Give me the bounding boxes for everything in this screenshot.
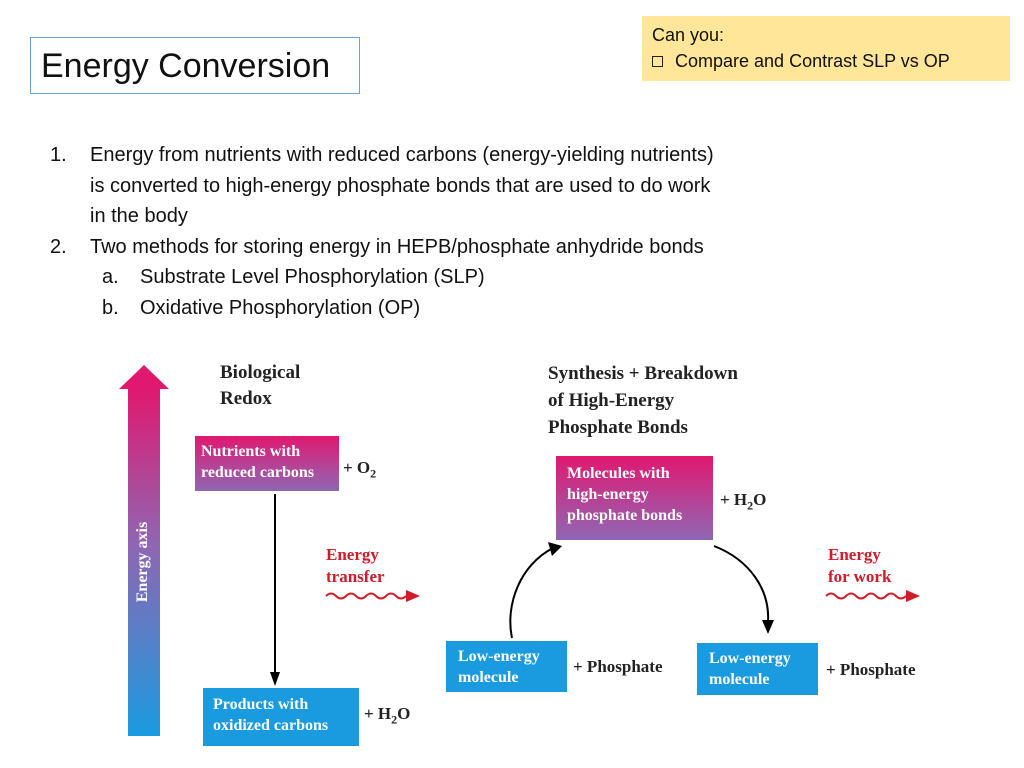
box-line: molecule <box>458 669 519 686</box>
label-line: transfer <box>326 567 385 586</box>
o2-subscript: 2 <box>370 466 377 481</box>
synthesis-heading <box>548 360 738 441</box>
heading-line: Redox <box>220 388 272 409</box>
plus-h2o-text: + H <box>364 704 392 723</box>
plus-phosphate-left: + Phosphate <box>573 657 663 676</box>
box-line: Nutrients with <box>201 443 301 460</box>
sublist-text: Oxidative Phosphorylation (OP) <box>140 296 421 319</box>
can-you-heading: Can you: <box>652 25 725 45</box>
box-line: high-energy <box>567 486 649 503</box>
plus-o2-label <box>343 458 376 481</box>
list-line: is converted to high-energy phosphate bonds that are used to do work <box>90 174 711 197</box>
heading-line: Synthesis + Breakdown <box>548 363 738 384</box>
heading-line: Phosphate Bonds <box>548 417 688 438</box>
energy-for-work-label <box>828 544 891 588</box>
breakdown-curved-arrow <box>714 546 774 634</box>
box-line: Low-energy <box>709 650 791 667</box>
sublist-text: Substrate Level Phosphorylation (SLP) <box>140 266 485 288</box>
box-line: reduced carbons <box>201 464 315 481</box>
label-line: Energy <box>828 545 881 564</box>
plus-o2-text: + O <box>343 458 371 477</box>
synthesis-curved-arrow <box>510 542 562 638</box>
plus-h2o-right-label <box>720 490 766 513</box>
box-line: Low-energy <box>458 648 540 665</box>
energy-transfer-wave-arrow <box>326 590 420 602</box>
list-line: Energy from nutrients with reduced carbons (energy-yielding nutrients) <box>90 144 714 166</box>
list-line: Two methods for storing energy in HEPB/phosphate anhydride bonds <box>90 235 704 258</box>
label-line: Energy <box>326 545 379 564</box>
box-line: phosphate bonds <box>567 507 683 524</box>
nutrients-box <box>195 436 339 491</box>
heading-line: of High-Energy <box>548 390 675 411</box>
h2o-o-text: O <box>397 704 411 723</box>
sublist-letter: b. <box>102 296 119 319</box>
redox-down-arrow <box>270 494 280 686</box>
low-energy-molecule-box-left <box>446 641 567 692</box>
plus-h2o-label <box>364 704 410 727</box>
box-line: molecule <box>709 671 770 688</box>
sublist-letter: a. <box>102 266 119 288</box>
h2o-subscript: 2 <box>747 498 754 513</box>
label-line: for work <box>828 567 892 586</box>
heading-line: Biological <box>220 362 301 383</box>
slide-title: Energy Conversion <box>30 37 360 94</box>
products-box <box>203 688 359 746</box>
box-line: Products with <box>213 696 309 713</box>
list-number: 2. <box>50 235 67 258</box>
low-energy-molecule-box-right <box>697 643 818 695</box>
list-number: 1. <box>50 144 67 166</box>
bio-redox-heading <box>220 360 300 412</box>
h2o-subscript: 2 <box>391 712 398 727</box>
hepb-molecules-box <box>556 456 713 540</box>
energy-axis-label: Energy axis <box>134 521 151 603</box>
energy-transfer-label <box>326 544 385 588</box>
can-you-item-text: Compare and Contrast SLP vs OP <box>675 51 950 71</box>
h2o-o-text: O <box>753 490 767 509</box>
energy-work-wave-arrow <box>826 590 920 602</box>
box-line: oxidized carbons <box>213 717 329 734</box>
box-line: Molecules with <box>567 465 670 482</box>
list-line: in the body <box>90 205 188 227</box>
plus-phosphate-right: + Phosphate <box>826 660 916 679</box>
plus-h2o-text: + H <box>720 490 748 509</box>
